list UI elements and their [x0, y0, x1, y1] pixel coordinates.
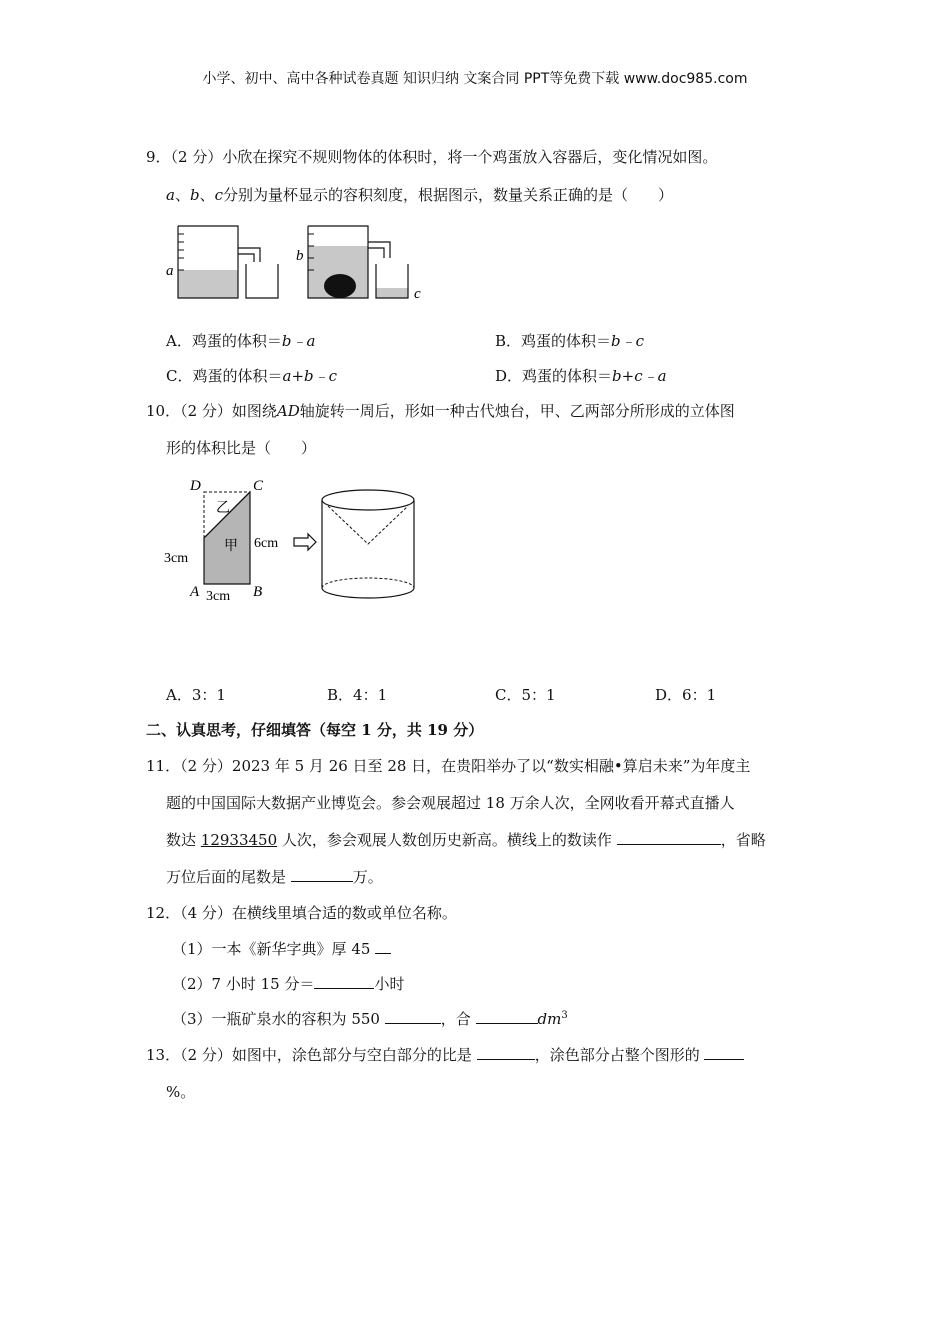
q12-blank-3[interactable] — [385, 1009, 441, 1024]
q9-label-c: c — [414, 286, 421, 302]
q9-line2: a、b、c分别为量杯显示的容积刻度，根据图示，数量关系正确的是（ ） — [166, 186, 674, 204]
q12-sub2: （2）7 小时 15 分＝ 小时 — [172, 975, 405, 993]
q9-egg — [324, 274, 356, 298]
section-2-heading: 二、认真思考，仔细填答（每空 1 分，共 19 分） — [146, 721, 484, 739]
q10-number: 10． — [146, 402, 181, 420]
q9-option-d: D．鸡蛋的体积＝b+c﹣a — [495, 367, 667, 385]
q10-right-length: 6cm — [254, 536, 279, 551]
q9-left-spout — [238, 248, 260, 262]
q10-score: （2 分） — [180, 402, 232, 420]
q9-option-b: B．鸡蛋的体积＝b﹣c — [495, 332, 645, 350]
q10-option-c: C．5：1 — [495, 686, 556, 704]
q9-figure — [160, 220, 430, 310]
q13-line2: %。 — [166, 1083, 196, 1101]
q9-line1 — [146, 146, 717, 167]
q10-line2: 形的体积比是（ ） — [166, 439, 317, 457]
q11-blank-rounded[interactable] — [291, 867, 353, 882]
q10-label-b: B — [253, 584, 263, 600]
q10-option-d: D．6：1 — [655, 686, 717, 704]
q9-left-cup — [246, 264, 278, 298]
q11-blank-reading[interactable] — [617, 830, 721, 845]
q10-label-a: A — [190, 584, 200, 600]
q10-cylinder-bottom — [322, 588, 414, 598]
q9-text: 小欣在探究不规则物体的体积时，将一个鸡蛋放入容器后，变化情况如图。 — [222, 148, 718, 166]
q10-line1: 10．（2 分）如图绕AD轴旋转一周后，形如一种古代烛台，甲、乙两部分所形成的立体图 — [146, 402, 735, 420]
q9-label-a: a — [166, 263, 174, 279]
q11-line3: 数达 12933450 人次，参会观展人数创历史新高。横线上的数读作 ，省略 — [166, 831, 766, 849]
q10-label-d: D — [190, 478, 201, 494]
q13-line1: 13．（2 分）如图中，涂色部分与空白部分的比是 ，涂色部分占整个图形的 — [146, 1044, 744, 1065]
q10-arrow-icon — [294, 534, 316, 550]
q12-sub3: （3）一瓶矿泉水的容积为 550 ，合 $dm^3$ — [172, 1010, 568, 1028]
q12-number: 12． — [146, 904, 181, 922]
q11-number: 11． — [146, 757, 181, 775]
q12-intro: 12．（4 分）在横线里填合适的数或单位名称。 — [146, 904, 457, 922]
q10-cylinder-top — [322, 490, 414, 510]
q11-score: （2 分） — [180, 757, 232, 775]
q9-score: （2 分） — [170, 148, 223, 166]
q11-underlined-number: 12933450 — [200, 831, 278, 849]
q9-option-a: A．鸡蛋的体积＝b﹣a — [166, 332, 316, 350]
q13-blank-percent[interactable] — [704, 1045, 744, 1060]
q9-right-cup-water — [376, 288, 408, 298]
q10-left-length: 3cm — [164, 551, 189, 566]
q10-label-yi: 乙 — [216, 501, 230, 516]
q10-label-jia: 甲 — [224, 539, 238, 554]
q12-blank-1[interactable] — [375, 939, 391, 954]
q12-score: （4 分） — [180, 904, 232, 922]
q10-figure — [160, 470, 430, 610]
q13-score: （2 分） — [180, 1046, 232, 1064]
q10-bottom-length: 3cm — [206, 589, 231, 604]
q11-line4: 万位后面的尾数是 万。 — [166, 868, 383, 886]
q13-blank-ratio[interactable] — [477, 1045, 535, 1060]
q12-sub1: （1）一本《新华字典》厚 45 — [172, 938, 391, 959]
q9-right-spout — [368, 242, 390, 258]
q11-line2: 题的中国国际大数据产业博览会。参会观展超过 18 万余人次，全网收看开幕式直播人 — [166, 794, 735, 812]
q9-label-b: b — [296, 248, 304, 264]
q11-line1: 11．（2 分）2023 年 5 月 26 日至 28 日，在贵阳举办了以“数实相融•算启未来”为年度主 — [146, 757, 751, 775]
q10-cone — [328, 506, 408, 544]
q13-number: 13． — [146, 1046, 181, 1064]
page-header: 小学、初中、高中各种试卷真题 知识归纳 文案合同 PPT等免费下载 www.doc985.com — [202, 71, 748, 87]
q9-option-c: C．鸡蛋的体积＝a+b﹣c — [166, 367, 338, 385]
q9-left-water — [178, 270, 238, 298]
q10-label-c: C — [253, 478, 264, 494]
q10-option-a: A．3：1 — [166, 686, 226, 704]
q12-blank-4[interactable] — [476, 1009, 538, 1024]
q12-blank-2[interactable] — [314, 974, 374, 989]
q9-number: 9． — [146, 148, 171, 166]
q10-option-b: B．4：1 — [327, 686, 388, 704]
